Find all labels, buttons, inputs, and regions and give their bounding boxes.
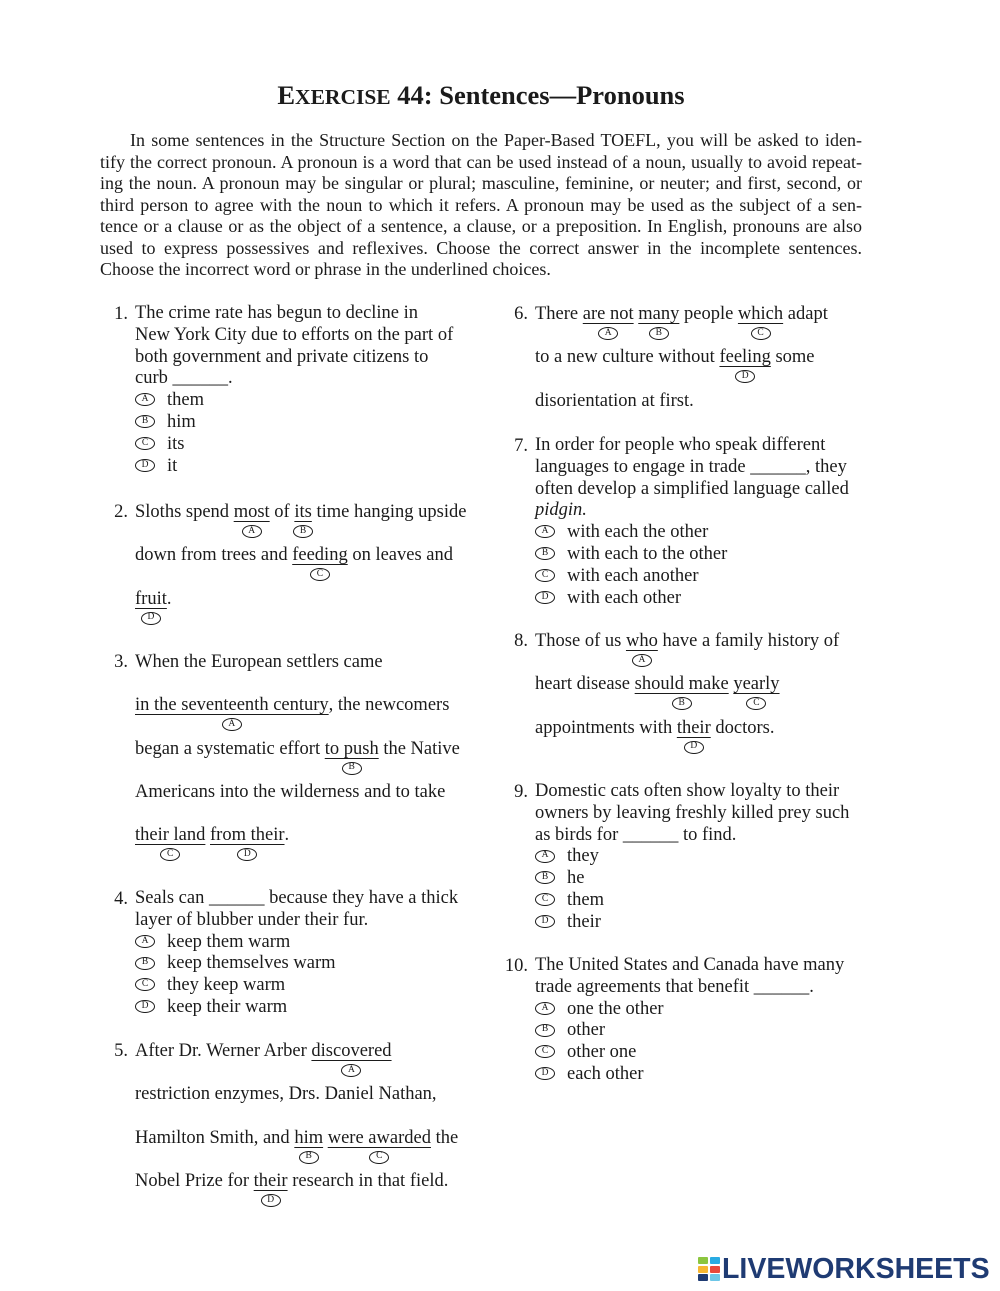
choice-d-text: feeling xyxy=(719,347,771,368)
choice-d-text: fruit xyxy=(135,588,167,609)
underlined-choice-d[interactable] xyxy=(676,717,711,752)
instructions-line: In some sentences in the Structure Section on the Paper-Based TOEFL, you will be asked to iden- xyxy=(130,130,862,150)
option-c-text: them xyxy=(567,889,604,910)
sentence-text: on leaves and xyxy=(347,545,454,566)
answer-option-a[interactable] xyxy=(535,522,849,544)
choice-c-text: were awarded xyxy=(327,1127,431,1148)
option-b-marker[interactable]: B xyxy=(535,871,555,884)
option-c-text: other one xyxy=(567,1042,637,1063)
sentence-line xyxy=(535,346,828,389)
choice-a-marker[interactable]: A xyxy=(341,1064,361,1077)
question-stem-line: languages to engage in trade ______, they xyxy=(535,456,847,477)
sentence-line xyxy=(135,1040,458,1083)
option-c-marker[interactable]: C xyxy=(535,569,555,582)
underlined-choice-b[interactable] xyxy=(638,303,680,338)
sentence-text: . xyxy=(166,588,172,609)
question-body xyxy=(535,630,839,760)
question-number: 3. xyxy=(114,652,128,672)
option-b-text: other xyxy=(567,1020,606,1041)
logo-tile xyxy=(698,1274,708,1281)
instructions-paragraph xyxy=(100,130,862,281)
choice-c-marker[interactable]: C xyxy=(751,327,771,340)
sentence-text: There xyxy=(535,304,583,324)
question-stem-line: The crime rate has begun to decline in xyxy=(135,303,419,323)
question-number: 5. xyxy=(114,1041,128,1061)
option-c-marker[interactable]: C xyxy=(535,893,555,906)
option-a-text: keep them warm xyxy=(167,931,291,952)
question-number: 10. xyxy=(504,956,528,976)
question-number: 6. xyxy=(514,304,528,324)
answer-option-c[interactable] xyxy=(535,890,849,912)
question-stem-line: often develop a simplified language called xyxy=(535,478,849,499)
choice-d-text: their xyxy=(253,1170,288,1191)
question-stem-line: Domestic cats often show loyalty to their xyxy=(535,781,840,801)
option-a-text: one the other xyxy=(567,998,664,1019)
option-c-text: with each another xyxy=(567,565,699,586)
choice-a-text: in the seventeenth century xyxy=(135,695,329,716)
question-stem-line: New York City due to efforts on the part of xyxy=(135,324,454,345)
option-d-text: keep their warm xyxy=(167,996,288,1017)
instructions-line: used to express possessives and reflexives. Choose the correct answer in the incomplete sentences. xyxy=(100,237,862,258)
underlined-choice-a[interactable] xyxy=(625,630,658,665)
answer-option-c[interactable] xyxy=(135,975,458,997)
liveworksheets-logo-icon xyxy=(698,1257,720,1281)
underlined-choice-a[interactable] xyxy=(582,303,634,338)
underlined-choice-b[interactable] xyxy=(294,501,312,536)
choice-b-text: many xyxy=(638,304,680,324)
sentence-line xyxy=(135,1127,458,1170)
logo-tile xyxy=(710,1266,720,1273)
sentence-line xyxy=(135,501,467,544)
question-body xyxy=(135,303,453,477)
choice-a-text: are not xyxy=(582,304,634,324)
sentence-line xyxy=(535,717,839,760)
sentence-line xyxy=(135,738,460,781)
option-b-marker[interactable]: B xyxy=(135,415,155,428)
sentence-line xyxy=(535,673,839,716)
option-b-marker[interactable]: B xyxy=(535,547,555,560)
question-5 xyxy=(100,1040,458,1213)
sentence-line xyxy=(135,651,460,694)
sentence-line xyxy=(135,1170,458,1213)
sentence-text: of xyxy=(269,502,295,522)
sentence-text: research in that field. xyxy=(287,1170,449,1191)
option-b-text: he xyxy=(567,868,585,889)
choice-a-marker[interactable]: A xyxy=(598,327,618,340)
question-body xyxy=(135,888,458,1019)
choice-b-marker[interactable]: B xyxy=(299,1151,319,1164)
question-number: 7. xyxy=(514,436,528,456)
option-a-marker[interactable]: A xyxy=(535,850,555,863)
option-d-text: with each other xyxy=(567,587,682,608)
question-number: 9. xyxy=(514,782,528,802)
choice-d-text: their xyxy=(676,717,711,738)
question-stem-line: Seals can ______ because they have a thick xyxy=(135,888,459,908)
sentence-line xyxy=(135,544,467,587)
instructions-line: third person to agree with the noun to which it refers. A pronoun may be used as the subject of a sen- xyxy=(100,194,862,215)
answer-option-d[interactable] xyxy=(135,456,453,478)
option-d-text: it xyxy=(167,455,178,476)
logo-tile xyxy=(698,1257,708,1264)
question-number: 8. xyxy=(514,631,528,651)
choice-b-text: to push xyxy=(324,738,379,759)
answer-option-b[interactable] xyxy=(535,544,849,566)
choice-d-marker[interactable]: D xyxy=(684,741,704,754)
option-b-marker[interactable]: B xyxy=(135,957,155,970)
choice-d-marker[interactable]: D xyxy=(237,848,257,861)
sentence-line xyxy=(535,630,839,673)
sentence-text: Americans into the wilderness and to take xyxy=(135,781,446,802)
sentence-line xyxy=(135,781,460,824)
underlined-choice-a[interactable] xyxy=(135,694,329,730)
underlined-choice-d[interactable] xyxy=(719,346,771,382)
answer-option-d[interactable] xyxy=(135,997,458,1019)
question-1 xyxy=(100,303,453,477)
sentence-text: After Dr. Werner Arber xyxy=(135,1041,312,1061)
question-body xyxy=(535,955,844,1086)
option-c-marker[interactable]: C xyxy=(135,978,155,991)
option-a-text: them xyxy=(167,390,204,411)
answer-option-b[interactable] xyxy=(135,412,453,434)
option-d-text: each other xyxy=(567,1063,644,1084)
choice-b-marker[interactable]: B xyxy=(649,327,669,340)
answer-option-a[interactable] xyxy=(135,390,453,412)
exercise-heading: 44: Sentences—Pronouns xyxy=(397,80,685,110)
sentence-text: began a systematic effort xyxy=(135,738,325,759)
choice-a-marker[interactable]: A xyxy=(222,718,242,731)
underlined-choice-a[interactable] xyxy=(311,1040,392,1075)
sentence-text: to a new culture without xyxy=(535,347,720,368)
instructions-line: Choose the incorrect word or phrase in the underlined choices. xyxy=(100,259,551,279)
option-a-marker[interactable]: A xyxy=(135,393,155,406)
choice-a-marker[interactable]: A xyxy=(632,654,652,667)
sentence-line xyxy=(135,694,460,737)
answer-option-b[interactable] xyxy=(535,868,849,890)
question-body xyxy=(135,501,467,631)
option-c-text: they keep warm xyxy=(167,975,286,996)
sentence-text: some xyxy=(770,347,815,368)
choice-c-marker[interactable]: C xyxy=(746,697,766,710)
option-c-marker[interactable]: C xyxy=(135,437,155,450)
answer-option-a[interactable] xyxy=(535,846,849,868)
question-2 xyxy=(100,501,467,631)
choice-c-marker[interactable]: C xyxy=(310,568,330,581)
choice-c-text: their land xyxy=(135,825,206,846)
underlined-choice-d[interactable] xyxy=(135,588,167,623)
choice-b-marker[interactable]: B xyxy=(342,762,362,775)
question-6 xyxy=(500,303,828,433)
sentence-text: restriction enzymes, Drs. Daniel Nathan, xyxy=(135,1084,437,1105)
question-number: 1. xyxy=(114,304,128,324)
choice-a-text: discovered xyxy=(311,1041,392,1061)
sentence-text: the xyxy=(430,1127,459,1148)
sentence-text: . xyxy=(284,825,290,846)
underlined-choice-b[interactable] xyxy=(324,738,379,773)
logo-tile xyxy=(698,1266,708,1273)
underlined-choice-a[interactable] xyxy=(233,501,270,536)
underlined-choice-c[interactable] xyxy=(737,303,784,338)
choice-d-text: from their xyxy=(210,825,285,846)
sentence-line xyxy=(135,824,460,867)
option-b-text: with each to the other xyxy=(567,543,728,564)
sentence-text: Nobel Prize for xyxy=(135,1170,254,1191)
answer-option-d[interactable] xyxy=(535,912,849,934)
sentence-line xyxy=(135,1083,458,1126)
sentence-line xyxy=(135,588,467,631)
sentence-text: Hamilton Smith, and xyxy=(135,1127,295,1148)
choice-d-marker[interactable]: D xyxy=(261,1194,281,1207)
answer-option-d[interactable] xyxy=(535,588,849,610)
question-body xyxy=(535,303,828,433)
underlined-choice-c[interactable] xyxy=(135,824,206,859)
sentence-text: When the European settlers came xyxy=(135,652,383,672)
question-body xyxy=(535,781,849,934)
question-7 xyxy=(500,435,849,609)
underlined-choice-d[interactable] xyxy=(210,824,285,859)
option-a-text: they xyxy=(567,846,599,867)
instructions-line: ing the noun. A pronoun may be singular or plural; masculine, feminine, or neuter; and first, second, or xyxy=(100,173,862,193)
logo-tile xyxy=(710,1257,720,1264)
question-stem-line: layer of blubber under their fur. xyxy=(135,909,369,930)
underlined-choice-c[interactable] xyxy=(327,1127,431,1162)
choice-c-marker[interactable]: C xyxy=(369,1151,389,1164)
sentence-line xyxy=(535,303,828,346)
sentence-text: time hanging upside xyxy=(311,502,467,522)
liveworksheets-logo[interactable] xyxy=(698,1255,993,1283)
instructions-line: tify the correct pronoun. A pronoun is a word that can be used instead of a noun, usually to avoid repeat- xyxy=(100,151,862,172)
option-d-marker[interactable]: D xyxy=(535,915,555,928)
sentence-text: heart disease xyxy=(535,674,635,695)
exercise-label: EXERCISE xyxy=(277,80,391,110)
choice-b-text: should make xyxy=(634,674,729,695)
question-stem-line: pidgin. xyxy=(535,500,587,521)
answer-option-c[interactable] xyxy=(535,1042,844,1064)
question-stem-line: In order for people who speak different xyxy=(535,435,826,455)
choice-d-marker[interactable]: D xyxy=(735,370,755,383)
choice-a-text: who xyxy=(625,631,658,651)
sentence-text: disorientation at first. xyxy=(535,390,694,411)
answer-option-a[interactable] xyxy=(135,932,458,954)
option-d-marker[interactable]: D xyxy=(135,1000,155,1013)
question-stem-line: both government and private citizens to xyxy=(135,346,429,367)
question-number: 2. xyxy=(114,502,128,522)
question-stem-line: curb ______. xyxy=(135,368,233,389)
answer-option-b[interactable] xyxy=(535,1020,844,1042)
choice-b-marker[interactable]: B xyxy=(293,525,313,538)
option-d-marker[interactable]: D xyxy=(135,459,155,472)
option-a-marker[interactable]: A xyxy=(135,935,155,948)
choice-d-marker[interactable]: D xyxy=(141,612,161,625)
underlined-choice-b[interactable] xyxy=(634,673,729,709)
logo-tile xyxy=(710,1274,720,1281)
choice-a-text: most xyxy=(233,502,270,522)
answer-option-c[interactable] xyxy=(535,566,849,588)
option-c-text: its xyxy=(167,433,185,454)
choice-c-text: feeding xyxy=(292,545,348,566)
question-4 xyxy=(100,888,458,1019)
sentence-text: appointments with xyxy=(535,717,677,738)
option-d-text: their xyxy=(567,911,601,932)
answer-option-c[interactable] xyxy=(135,434,453,456)
sentence-text: people xyxy=(679,304,738,324)
question-10 xyxy=(500,955,844,1086)
choice-c-text: which xyxy=(737,304,784,324)
question-stem-line: trade agreements that benefit ______. xyxy=(535,976,814,997)
option-b-text: keep themselves warm xyxy=(167,953,336,974)
choice-b-text: its xyxy=(294,502,312,522)
option-c-marker[interactable]: C xyxy=(535,1045,555,1058)
instructions-line: tence or a clause or as the object of a sentence, a clause, or a preposition. In English, pronouns are also xyxy=(100,216,862,236)
option-a-marker[interactable]: A xyxy=(535,525,555,538)
exercise-title xyxy=(100,79,862,113)
sentence-text: , the newcomers xyxy=(328,695,450,716)
underlined-choice-b[interactable] xyxy=(294,1127,324,1162)
choice-c-marker[interactable]: C xyxy=(160,848,180,861)
sentence-text: have a family history of xyxy=(657,631,840,651)
option-b-text: him xyxy=(167,411,196,432)
sentence-text: Sloths spend xyxy=(135,502,234,522)
answer-option-b[interactable] xyxy=(135,953,458,975)
sentence-text: down from trees and xyxy=(135,545,293,566)
choice-c-text: yearly xyxy=(733,674,780,695)
question-stem-line: The United States and Canada have many xyxy=(535,955,845,975)
question-8 xyxy=(500,630,839,760)
question-number: 4. xyxy=(114,889,128,909)
question-body xyxy=(135,651,460,867)
underlined-choice-c[interactable] xyxy=(292,544,348,580)
sentence-text: adapt xyxy=(783,304,828,324)
sentence-text: doctors. xyxy=(710,717,775,738)
sentence-text: Those of us xyxy=(535,631,626,651)
sentence-text: the Native xyxy=(378,738,460,759)
answer-option-a[interactable] xyxy=(535,999,844,1021)
question-stem-line: owners by leaving freshly killed prey such xyxy=(535,802,850,823)
question-body xyxy=(135,1040,458,1213)
question-9 xyxy=(500,781,849,934)
choice-a-marker[interactable]: A xyxy=(242,525,262,538)
option-d-marker[interactable]: D xyxy=(535,591,555,604)
option-d-marker[interactable]: D xyxy=(535,1067,555,1080)
question-body xyxy=(535,435,849,609)
liveworksheets-logo-text: LIVEWORKSHEETS xyxy=(722,1253,990,1285)
question-3 xyxy=(100,651,460,867)
answer-option-d[interactable] xyxy=(535,1064,844,1086)
question-stem-line: as birds for ______ to find. xyxy=(535,824,737,845)
option-a-text: with each the other xyxy=(567,522,709,543)
underlined-choice-d[interactable] xyxy=(253,1170,288,1205)
choice-b-marker[interactable]: B xyxy=(672,697,692,710)
underlined-choice-c[interactable] xyxy=(733,673,780,709)
option-b-marker[interactable]: B xyxy=(535,1024,555,1037)
choice-b-text: him xyxy=(294,1127,324,1148)
option-a-marker[interactable]: A xyxy=(535,1002,555,1015)
sentence-line xyxy=(535,390,828,433)
